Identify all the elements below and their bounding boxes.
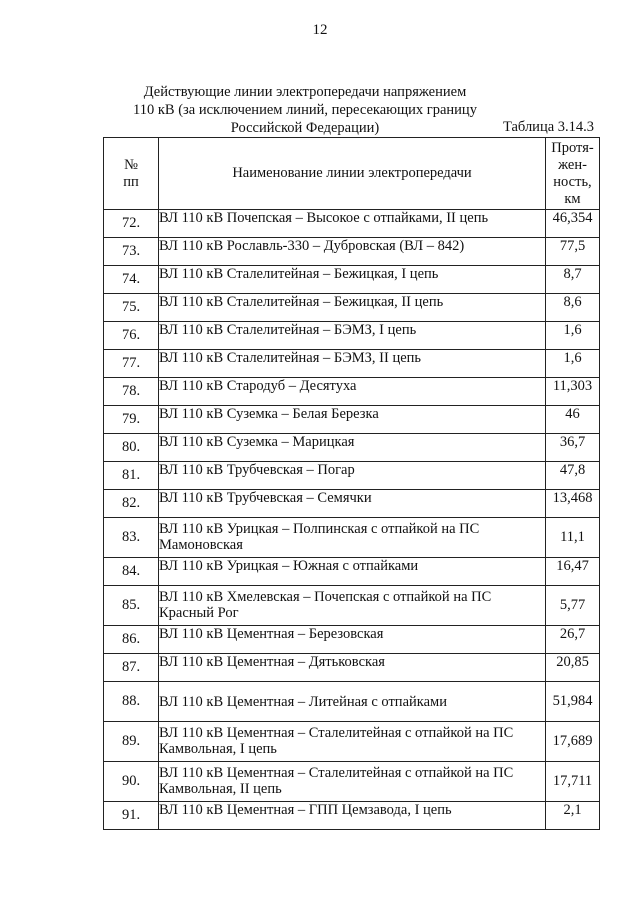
line-length: 11,1: [546, 518, 600, 558]
row-number: 86.: [104, 626, 159, 654]
line-name: ВЛ 110 кВ Стародуб – Десятуха: [159, 378, 546, 406]
line-length: 8,6: [546, 294, 600, 322]
line-name: ВЛ 110 кВ Сталелитейная – Бежицкая, I цепь: [159, 266, 546, 294]
table-title: [110, 83, 500, 137]
line-name: ВЛ 110 кВ Трубчевская – Семячки: [159, 490, 546, 518]
title-line-1: Действующие линии электропередачи напряжением: [143, 84, 467, 100]
power-lines-table: [103, 137, 600, 830]
line-length: 17,689: [546, 722, 600, 762]
line-name: ВЛ 110 кВ Цементная – Березовская: [159, 626, 546, 654]
table-row: [104, 238, 600, 266]
row-number: 87.: [104, 654, 159, 682]
header-length-line: жен-: [558, 156, 587, 173]
table-row: [104, 682, 600, 722]
line-length: 47,8: [546, 462, 600, 490]
line-length: 20,85: [546, 654, 600, 682]
line-length: 5,77: [546, 586, 600, 626]
table-row: [104, 802, 600, 830]
line-name: ВЛ 110 кВ Почепская – Высокое с отпайками, II цепь: [159, 210, 546, 238]
table-row: [104, 322, 600, 350]
table-label: Таблица 3.14.3: [503, 119, 595, 135]
table-row: [104, 654, 600, 682]
row-number: 78.: [104, 378, 159, 406]
row-number: 84.: [104, 558, 159, 586]
line-length: 16,47: [546, 558, 600, 586]
row-number: 75.: [104, 294, 159, 322]
table-row: [104, 518, 600, 558]
table-row: [104, 558, 600, 586]
line-length: 26,7: [546, 626, 600, 654]
table-row: [104, 462, 600, 490]
row-number: 83.: [104, 518, 159, 558]
line-length: 46,354: [546, 210, 600, 238]
row-number: 74.: [104, 266, 159, 294]
line-name: ВЛ 110 кВ Суземка – Белая Березка: [159, 406, 546, 434]
line-length: 36,7: [546, 434, 600, 462]
line-name: ВЛ 110 кВ Суземка – Марицкая: [159, 434, 546, 462]
line-name: ВЛ 110 кВ Сталелитейная – БЭМЗ, II цепь: [159, 350, 546, 378]
page-number: 12: [312, 22, 328, 38]
header-num-line: №: [124, 156, 138, 173]
line-length: 13,468: [546, 490, 600, 518]
line-name: ВЛ 110 кВ Цементная – Дятьковская: [159, 654, 546, 682]
table-row: [104, 490, 600, 518]
row-number: 77.: [104, 350, 159, 378]
line-length: 51,984: [546, 682, 600, 722]
line-name: ВЛ 110 кВ Цементная – Сталелитейная с отпайкой на ПС Камвольная, I цепь: [159, 722, 546, 762]
header-length-line: Протя-: [551, 139, 594, 156]
table-row: [104, 378, 600, 406]
table-row: [104, 350, 600, 378]
line-length: 77,5: [546, 238, 600, 266]
line-name: ВЛ 110 кВ Рославль-330 – Дубровская (ВЛ – 842): [159, 238, 546, 266]
row-number: 72.: [104, 210, 159, 238]
table-row: [104, 626, 600, 654]
line-length: 8,7: [546, 266, 600, 294]
row-number: 85.: [104, 586, 159, 626]
table-row: [104, 210, 600, 238]
table-row: [104, 294, 600, 322]
table-row: [104, 762, 600, 802]
row-number: 88.: [104, 682, 159, 722]
row-number: 81.: [104, 462, 159, 490]
line-name: ВЛ 110 кВ Цементная – ГПП Цемзавода, I цепь: [159, 802, 546, 830]
row-number: 79.: [104, 406, 159, 434]
table-row: [104, 406, 600, 434]
line-name: ВЛ 110 кВ Хмелевская – Почепская с отпайкой на ПС Красный Рог: [159, 586, 546, 626]
row-number: 80.: [104, 434, 159, 462]
line-length: 1,6: [546, 350, 600, 378]
line-name: ВЛ 110 кВ Урицкая – Полпинская с отпайкой на ПС Мамоновская: [159, 518, 546, 558]
row-number: 90.: [104, 762, 159, 802]
line-name: ВЛ 110 кВ Цементная – Литейная с отпайками: [159, 682, 546, 722]
line-name: ВЛ 110 кВ Сталелитейная – БЭМЗ, I цепь: [159, 322, 546, 350]
title-line-2: 110 кВ (за исключением линий, пересекающих границу: [133, 102, 477, 118]
line-name: ВЛ 110 кВ Урицкая – Южная с отпайками: [159, 558, 546, 586]
line-length: 46: [546, 406, 600, 434]
line-name: ВЛ 110 кВ Цементная – Сталелитейная с отпайкой на ПС Камвольная, II цепь: [159, 762, 546, 802]
header-row: [104, 138, 600, 210]
row-number: 73.: [104, 238, 159, 266]
table-row: [104, 586, 600, 626]
row-number: 89.: [104, 722, 159, 762]
table-row: [104, 266, 600, 294]
header-name: Наименование линии электропередачи: [159, 138, 546, 210]
line-name: ВЛ 110 кВ Трубчевская – Погар: [159, 462, 546, 490]
header-length: [546, 138, 600, 210]
line-name: ВЛ 110 кВ Сталелитейная – Бежицкая, II цепь: [159, 294, 546, 322]
table-row: [104, 722, 600, 762]
row-number: 91.: [104, 802, 159, 830]
header-num: [104, 138, 159, 210]
table-row: [104, 434, 600, 462]
row-number: 82.: [104, 490, 159, 518]
line-length: 1,6: [546, 322, 600, 350]
header-num-line: пп: [123, 173, 139, 190]
header-length-line: ность,: [553, 173, 592, 190]
line-length: 2,1: [546, 802, 600, 830]
row-number: 76.: [104, 322, 159, 350]
line-length: 11,303: [546, 378, 600, 406]
line-length: 17,711: [546, 762, 600, 802]
title-line-3: Российской Федерации): [230, 120, 380, 136]
header-length-line: км: [564, 190, 581, 207]
